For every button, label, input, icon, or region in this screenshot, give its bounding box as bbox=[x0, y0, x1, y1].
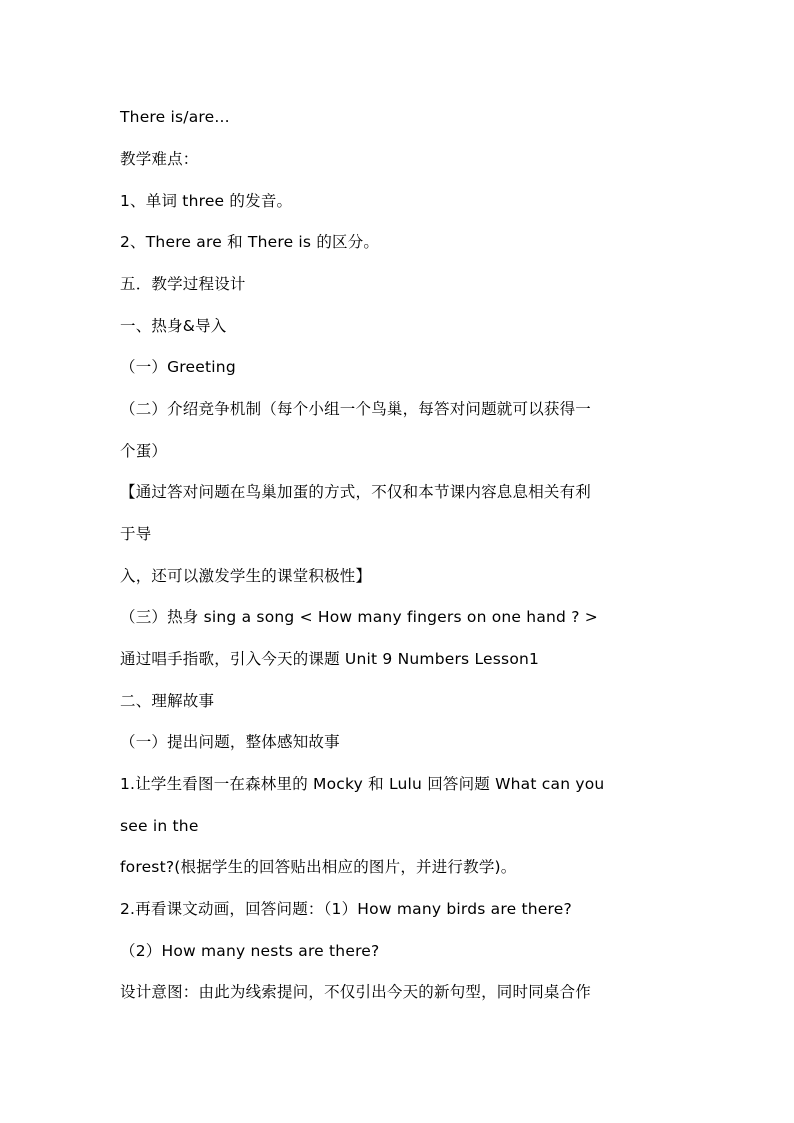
text-line: see in the bbox=[120, 817, 199, 835]
text-line: 于导 bbox=[120, 525, 152, 543]
text-line: 通过唱手指歌，引入今天的课题 Unit 9 Numbers Lesson1 bbox=[120, 650, 540, 668]
text-line: （二）介绍竞争机制（每个小组一个鸟巢，每答对问题就可以获得一 bbox=[120, 400, 592, 418]
text-line: （一）Greeting bbox=[120, 358, 236, 376]
text-line: （2）How many nests are there? bbox=[120, 942, 380, 960]
text-line: There is/are... bbox=[120, 108, 230, 126]
text-line: （三）热身 sing a song < How many fingers on one hand ? > bbox=[120, 608, 598, 626]
section-heading: 一、热身&导入 bbox=[120, 317, 227, 335]
text-line: 2、There are 和 There is 的区分。 bbox=[120, 233, 380, 251]
text-line: 教学难点： bbox=[120, 150, 199, 168]
text-line: 入，还可以激发学生的课堂积极性】 bbox=[120, 567, 372, 585]
section-heading: 二、理解故事 bbox=[120, 692, 215, 710]
text-line: 1、单词 three 的发音。 bbox=[120, 192, 293, 210]
text-line: 【通过答对问题在鸟巢加蛋的方式，不仅和本节课内容息息相关有利 bbox=[120, 483, 592, 501]
text-line: forest?(根据学生的回答贴出相应的图片，并进行教学)。 bbox=[120, 858, 517, 876]
text-line: 2.再看课文动画，回答问题：（1）How many birds are there? bbox=[120, 900, 572, 918]
text-line: （一）提出问题，整体感知故事 bbox=[120, 733, 340, 751]
text-line: 1.让学生看图一在森林里的 Mocky 和 Lulu 回答问题 What can you bbox=[120, 775, 605, 793]
section-heading: 五．教学过程设计 bbox=[120, 275, 246, 293]
text-line: 设计意图：由此为线索提问，不仅引出今天的新句型，同时同桌合作 bbox=[120, 983, 592, 1001]
text-line: 个蛋） bbox=[120, 442, 168, 460]
